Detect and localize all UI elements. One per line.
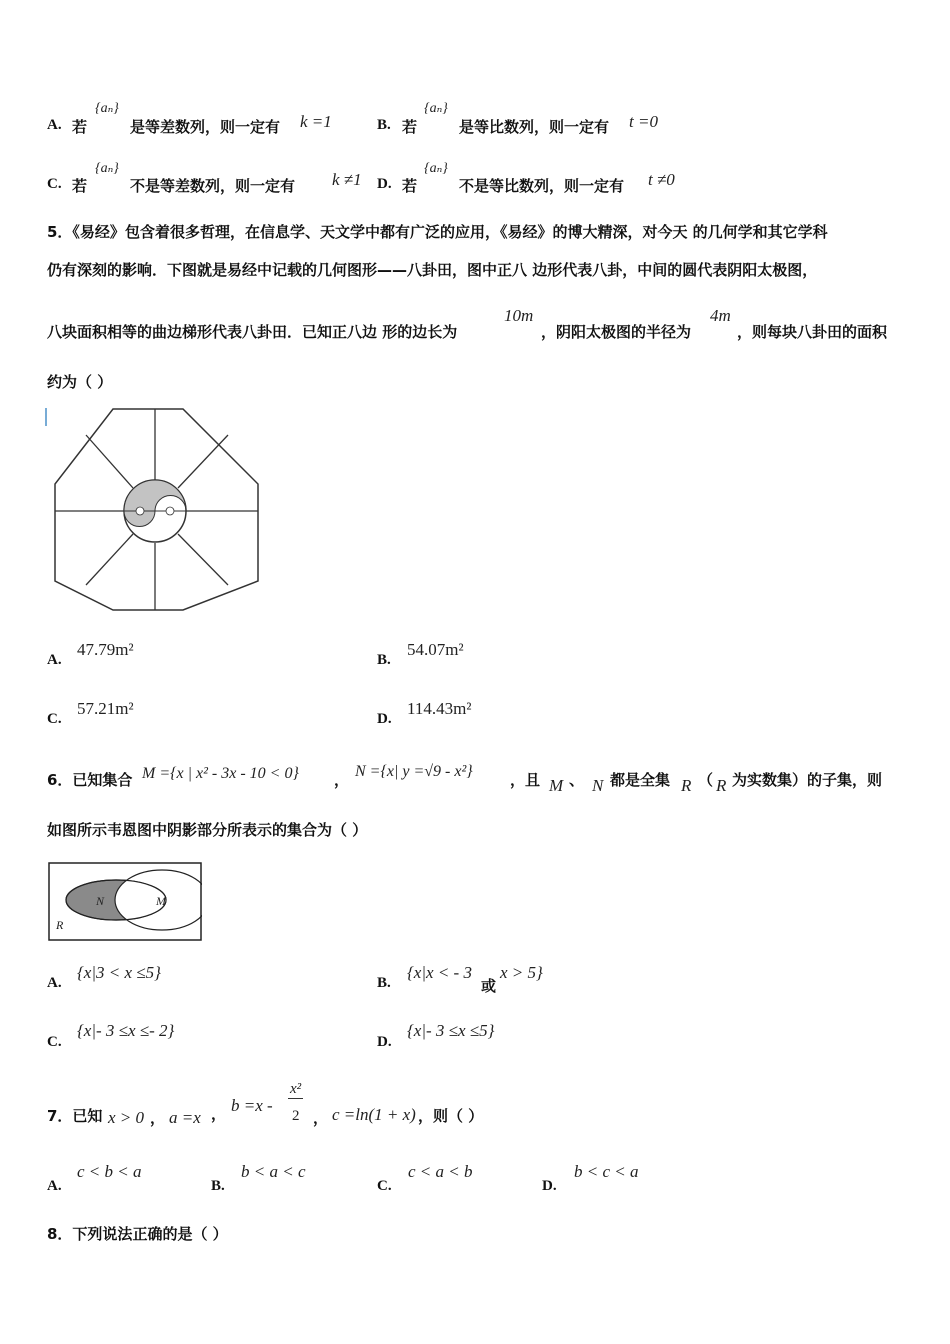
side-length: 10m [504,306,534,325]
option-label: A. [47,117,62,133]
set-n-symbol: N [592,776,604,795]
question-text: 都是全集 [610,771,671,789]
question-text: 如图所示韦恩图中阴影部分所表示的集合为（ ） [47,821,368,839]
definition-b: b =x - [231,1096,273,1115]
option-text: 若 [402,118,418,136]
option-value: c < b < a [77,1162,142,1181]
question-8-text: 8．下列说法正确的是（ ） [47,1225,228,1243]
radius-value: 4m [710,306,731,325]
option-label: C. [377,1178,392,1194]
option-label: A. [47,975,62,991]
question-text: ，则（ ） [418,1107,484,1125]
option-text: 若 [72,177,88,195]
option-text: 是等比数列，则一定有 [459,118,610,136]
sequence-notation: {aₙ} [95,161,119,176]
option-label: C. [47,176,62,192]
question-text: 为实数集）的子集，则 [732,771,883,789]
option-label: B. [377,652,391,668]
option-value: b < c < a [574,1162,639,1181]
venn-label-r: R [56,918,64,932]
question-text: ，阴阳太极图的半径为 [541,323,692,341]
option-label: D. [542,1178,557,1194]
option-value: {x|- 3 ≤x ≤5} [407,1021,495,1040]
venn-diagram [48,862,202,941]
question-text: 7．已知 [47,1107,103,1125]
fraction-denominator: 2 [292,1108,300,1124]
option-value: x > 5} [500,963,543,982]
math-expression: k ≠1 [332,170,362,189]
question-text: ，则每块八卦田的面积 [737,323,888,341]
sequence-notation: {aₙ} [424,101,448,116]
option-value: 54.07m² [407,640,464,659]
question-text: 5．《易经》包含着很多哲理，在信息学、天文学中都有广泛的应用，《易经》的博大精深，对今天 的几何学和其它学科 [47,223,828,241]
option-text: 或 [481,977,497,995]
definition-a: a =x [169,1108,201,1127]
venn-label-n: N [96,894,105,908]
option-label: B. [211,1178,225,1194]
punctuation: 、 [569,771,585,789]
universal-set-symbol: R [681,776,692,795]
question-text: 6．已知集合 [47,771,133,789]
sequence-notation: {aₙ} [95,101,119,116]
punctuation: （ [698,771,714,789]
option-value: 114.43m² [407,699,472,718]
set-m-symbol: M [549,776,564,795]
set-n-definition: N ={x| y =√9 - x²} [355,763,473,780]
option-value: c < a < b [408,1162,473,1181]
option-value: 57.21m² [77,699,134,718]
math-expression: k =1 [300,112,332,131]
option-label: A. [47,652,62,668]
punctuation: ， [313,1109,329,1127]
option-text: 不是等比数列，则一定有 [459,177,625,195]
option-label: D. [377,176,392,192]
question-text: ，且 [510,771,541,789]
punctuation: ， [334,771,350,789]
option-label: A. [47,1178,62,1194]
option-label: B. [377,975,391,991]
option-label: C. [47,1034,62,1050]
option-label: D. [377,1034,392,1050]
option-label: D. [377,711,392,727]
punctuation: ， [211,1105,227,1123]
venn-label-m: M [156,894,166,908]
universal-set-symbol: R [716,776,727,795]
option-value: {x|- 3 ≤x ≤- 2} [77,1021,175,1040]
math-expression: t ≠0 [648,170,675,189]
option-value: 47.79m² [77,640,134,659]
option-label: B. [377,117,391,133]
option-text: 是等差数列，则一定有 [130,118,281,136]
option-value: {x|x < - 3 [407,963,472,982]
punctuation: ， [150,1109,166,1127]
question-text: 仍有深刻的影响．下图就是易经中记载的几何图形——八卦田，图中正八 边形代表八卦，中间的圆代表阴阳太极图， [47,261,818,279]
bagua-field-figure [40,400,270,620]
venn-graphic [48,862,202,941]
sequence-notation: {aₙ} [424,161,448,176]
option-text: 不是等差数列，则一定有 [130,177,296,195]
fraction-numerator: x² [290,1081,302,1097]
option-value: b < a < c [241,1162,306,1181]
math-expression: t =0 [629,112,658,131]
option-value: {x|3 < x ≤5} [77,963,161,982]
set-m-definition: M ={x | x² - 3x - 10 < 0} [142,765,299,782]
option-text: 若 [72,118,88,136]
definition-c: c =ln(1 + x) [332,1105,416,1124]
option-label: C. [47,711,62,727]
option-text: 若 [402,177,418,195]
question-text: 八块面积相等的曲边梯形代表八卦田．已知正八边 形的边长为 [47,323,458,341]
question-text: 约为（ ） [47,373,113,391]
condition: x > 0 [108,1108,145,1127]
